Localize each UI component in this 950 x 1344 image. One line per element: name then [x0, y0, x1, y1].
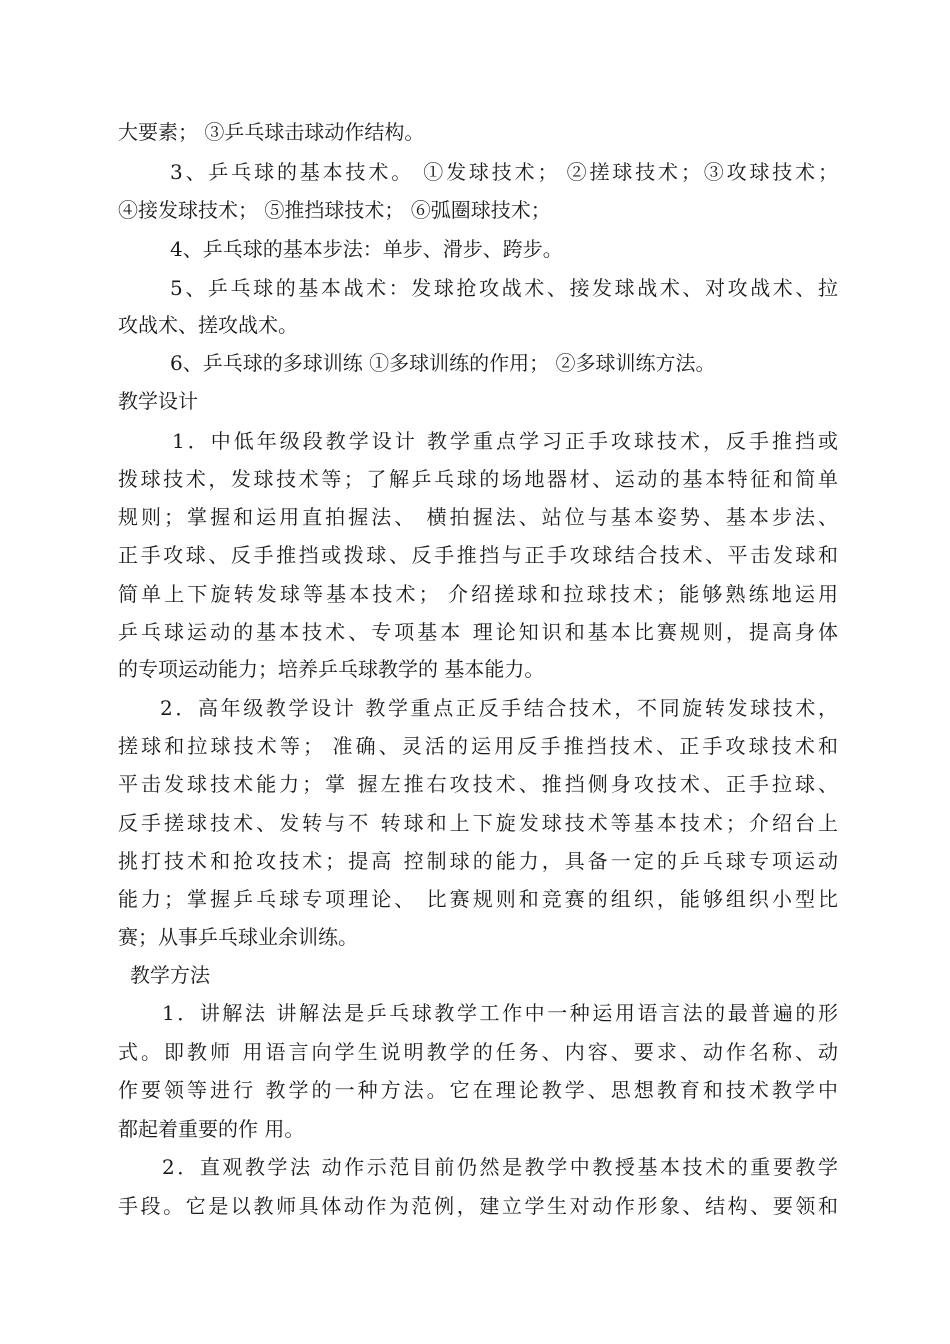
section-heading: 教学设计: [118, 389, 198, 413]
text-line: 搓球和拉球技术等； 准确、灵活的运用反手推挡技术、正手攻球技术和: [118, 734, 838, 758]
text-line: 大要素； ③乒乓球击球动作结构。: [118, 120, 425, 144]
text-line: 赛；从事乒乓球业余训练。: [118, 925, 358, 949]
text-line: 4、乒乓球的基本步法：单步、滑步、跨步。: [170, 237, 563, 261]
text-line: 规则；掌握和运用直拍握法、 横拍握法、站位与基本姿势、基本步法、: [118, 505, 838, 529]
text-line: 拨球技术，发球技术等；了解乒乓球的场地器材、运动的基本特征和简单: [118, 467, 838, 491]
text-line: 攻战术、搓攻战术。: [118, 313, 298, 337]
text-line: 作要领等进行 教学的一种方法。它在理论教学、思想教育和技术教学中: [118, 1078, 838, 1102]
text-line: 简单上下旋转发球等基本技术； 介绍搓球和拉球技术；能够熟练地运用: [118, 582, 838, 606]
text-line: 3、乒乓球的基本技术。 ①发球技术； ②搓球技术；③攻球技术；: [170, 160, 838, 184]
text-line: 式。即教师 用语言向学生说明教学的任务、内容、要求、动作名称、动: [118, 1040, 838, 1064]
section-heading: 教学方法: [130, 963, 210, 987]
text-line: 都起着重要的作 用。: [118, 1117, 305, 1141]
text-line: 6、乒乓球的多球训练 ①多球训练的作用； ②多球训练方法。: [170, 351, 716, 375]
text-line: 5、乒乓球的基本战术：发球抢攻战术、接发球战术、对攻战术、拉: [170, 276, 838, 300]
text-line: 正手攻球、反手推挡或拨球、反手推挡与正手攻球结合技术、平击发球和: [118, 543, 838, 567]
text-line: 1．讲解法 讲解法是乒乓球教学工作中一种运用语言法的最普遍的形: [162, 1001, 838, 1025]
text-line: 能力；掌握乒乓球专项理论、 比赛规则和竞赛的组织，能够组织小型比: [118, 887, 838, 911]
text-line: 挑打技术和抢攻技术；提高 控制球的能力，具备一定的乒乓球专项运动: [118, 849, 838, 873]
text-line: 2．直观教学法 动作示范目前仍然是教学中教授基本技术的重要教学: [162, 1155, 838, 1179]
text-line: 1．中低年级段教学设计 教学重点学习正手攻球技术，反手推挡或: [172, 429, 838, 453]
text-line: 平击发球技术能力；掌 握左推右攻技术、推挡侧身攻技术、正手拉球、: [118, 772, 838, 796]
text-line: 乒乓球运动的基本技术、专项基本 理论知识和基本比赛规则，提高身体: [118, 620, 838, 644]
text-line: 手段。它是以教师具体动作为范例，建立学生对动作形象、结构、要领和: [118, 1194, 838, 1218]
text-line: 2．高年级教学设计 教学重点正反手结合技术，不同旋转发球技术，: [160, 696, 838, 720]
text-line: 的专项运动能力；培养乒乓球教学的 基本能力。: [118, 657, 545, 681]
text-line: ④接发球技术； ⑤推挡球技术； ⑥弧圈球技术；: [118, 198, 551, 222]
text-line: 反手搓球技术、发转与不 转球和上下旋发球技术等基本技术；介绍台上: [118, 811, 838, 835]
